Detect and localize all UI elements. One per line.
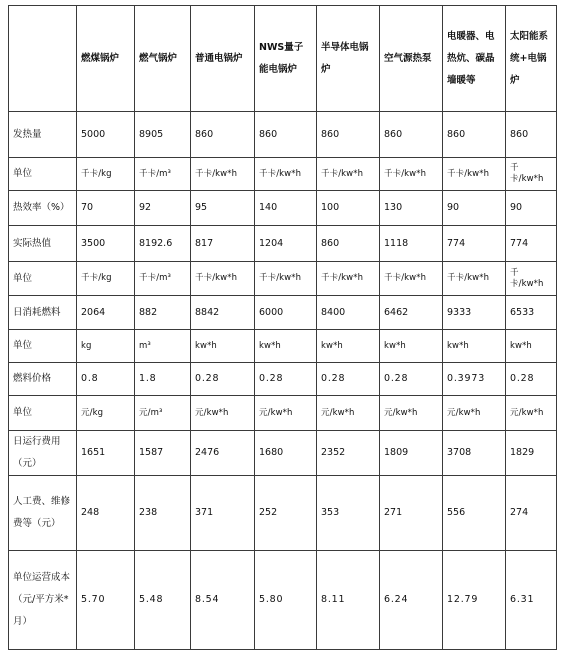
table-cell: 8192.6 (135, 226, 191, 262)
table-row (9, 158, 557, 191)
row-label: 单位 (9, 158, 77, 191)
table-cell: 140 (255, 191, 317, 226)
table-cell: 271 (380, 476, 443, 551)
table-cell: 0.28 (380, 363, 443, 396)
table-cell: 8.54 (191, 551, 255, 650)
table-cell: 12.79 (443, 551, 506, 650)
table-cell: 元/kw*h (191, 396, 255, 431)
table-cell: 1651 (77, 431, 135, 476)
table-cell: 千卡/kw*h (380, 262, 443, 296)
table-cell: 元/kw*h (506, 396, 557, 431)
column-header: 太阳能系统+电锅炉 (506, 6, 557, 112)
table-cell: 8.11 (317, 551, 380, 650)
row-label: 发热量 (9, 112, 77, 158)
table-cell: 千卡/kw*h (380, 158, 443, 191)
table-cell: 0.28 (317, 363, 380, 396)
table-cell: 2352 (317, 431, 380, 476)
table-cell: 9333 (443, 296, 506, 330)
table-cell: kw*h (380, 330, 443, 363)
table-cell: 5.48 (135, 551, 191, 650)
table-row (9, 396, 557, 431)
table-cell: kg (77, 330, 135, 363)
table-cell: 130 (380, 191, 443, 226)
table-cell: 千卡/kw*h (506, 262, 557, 296)
table-cell: 2476 (191, 431, 255, 476)
table-cell: 0.8 (77, 363, 135, 396)
table-row (9, 296, 557, 330)
table-cell: 371 (191, 476, 255, 551)
table-cell: 860 (255, 112, 317, 158)
table-cell: 0.28 (191, 363, 255, 396)
row-label: 单位 (9, 330, 77, 363)
table-cell: 千卡/kw*h (255, 262, 317, 296)
table-cell: 238 (135, 476, 191, 551)
table-cell: 860 (443, 112, 506, 158)
row-label: 单位运营成本（元/平方米*月） (9, 551, 77, 650)
table-cell: 千卡/kg (77, 158, 135, 191)
table-cell: 8842 (191, 296, 255, 330)
table-cell: 70 (77, 191, 135, 226)
table-cell: 8400 (317, 296, 380, 330)
row-label: 日消耗燃料 (9, 296, 77, 330)
table-cell: 817 (191, 226, 255, 262)
table-body (9, 112, 557, 650)
table-cell: 860 (191, 112, 255, 158)
table-cell: 千卡/kw*h (191, 262, 255, 296)
table-row (9, 191, 557, 226)
table-cell: 8905 (135, 112, 191, 158)
table-cell: 千卡/kg (77, 262, 135, 296)
table-cell: kw*h (443, 330, 506, 363)
table-cell: 353 (317, 476, 380, 551)
table-row (9, 551, 557, 650)
table-cell: 1204 (255, 226, 317, 262)
table-cell: 1.8 (135, 363, 191, 396)
column-header: 燃气锅炉 (135, 6, 191, 112)
table-row (9, 431, 557, 476)
table-cell: 3500 (77, 226, 135, 262)
table-cell: kw*h (255, 330, 317, 363)
table-cell: 274 (506, 476, 557, 551)
column-header: 普通电锅炉 (191, 6, 255, 112)
column-header: NWS量子能电锅炉 (255, 6, 317, 112)
table-cell: 6.24 (380, 551, 443, 650)
table-cell: 元/kw*h (317, 396, 380, 431)
table-cell: 774 (506, 226, 557, 262)
table-cell: 元/kg (77, 396, 135, 431)
table-cell: 248 (77, 476, 135, 551)
row-label: 燃料价格 (9, 363, 77, 396)
table-cell: 千卡/kw*h (443, 158, 506, 191)
table-cell: m³ (135, 330, 191, 363)
table-row (9, 476, 557, 551)
table-cell: kw*h (317, 330, 380, 363)
table-cell: 882 (135, 296, 191, 330)
table-cell: 1118 (380, 226, 443, 262)
table-cell: kw*h (191, 330, 255, 363)
row-label: 人工费、维修费等（元） (9, 476, 77, 551)
table-cell: 千卡/m³ (135, 158, 191, 191)
row-label: 单位 (9, 262, 77, 296)
table-cell: 元/kw*h (380, 396, 443, 431)
table-cell: 千卡/kw*h (255, 158, 317, 191)
table-cell: 0.3973 (443, 363, 506, 396)
table-cell: 3708 (443, 431, 506, 476)
table-cell: 2064 (77, 296, 135, 330)
table-cell: 1680 (255, 431, 317, 476)
table-cell: 0.28 (506, 363, 557, 396)
table-cell: 6.31 (506, 551, 557, 650)
column-header: 空气源热泵 (380, 6, 443, 112)
header-corner-cell (9, 6, 77, 112)
heating-cost-comparison-table (8, 5, 557, 650)
table-cell: 90 (443, 191, 506, 226)
table-cell: 556 (443, 476, 506, 551)
table-cell: 1809 (380, 431, 443, 476)
row-label: 日运行费用（元） (9, 431, 77, 476)
table-cell: 元/m³ (135, 396, 191, 431)
table-cell: 千卡/m³ (135, 262, 191, 296)
table-cell: 0.28 (255, 363, 317, 396)
column-header: 电暖器、电热炕、碳晶墙暖等 (443, 6, 506, 112)
table-cell: 6000 (255, 296, 317, 330)
table-cell: 92 (135, 191, 191, 226)
table-cell: 元/kw*h (443, 396, 506, 431)
table-header-row (9, 6, 557, 112)
row-label: 单位 (9, 396, 77, 431)
table-cell: 90 (506, 191, 557, 226)
table-cell: 6462 (380, 296, 443, 330)
table-cell: 千卡/kw*h (191, 158, 255, 191)
table-cell: 元/kw*h (255, 396, 317, 431)
row-label: 实际热值 (9, 226, 77, 262)
table-cell: 1829 (506, 431, 557, 476)
table-cell: 1587 (135, 431, 191, 476)
table-row (9, 363, 557, 396)
table-cell: 千卡/kw*h (443, 262, 506, 296)
table-cell: 千卡/kw*h (317, 158, 380, 191)
table-cell: 860 (506, 112, 557, 158)
table-cell: 5.80 (255, 551, 317, 650)
table-cell: 95 (191, 191, 255, 226)
table-row (9, 330, 557, 363)
table-row (9, 112, 557, 158)
table-cell: 860 (317, 226, 380, 262)
table-cell: 100 (317, 191, 380, 226)
table-cell: kw*h (506, 330, 557, 363)
table-cell: 5.70 (77, 551, 135, 650)
table-cell: 千卡/kw*h (506, 158, 557, 191)
table-cell: 6533 (506, 296, 557, 330)
table-cell: 252 (255, 476, 317, 551)
row-label: 热效率（%） (9, 191, 77, 226)
table-cell: 5000 (77, 112, 135, 158)
table-cell: 860 (380, 112, 443, 158)
table-cell: 860 (317, 112, 380, 158)
table-cell: 千卡/kw*h (317, 262, 380, 296)
column-header: 燃煤锅炉 (77, 6, 135, 112)
table-cell: 774 (443, 226, 506, 262)
table-row (9, 262, 557, 296)
column-header: 半导体电锅炉 (317, 6, 380, 112)
table-row (9, 226, 557, 262)
